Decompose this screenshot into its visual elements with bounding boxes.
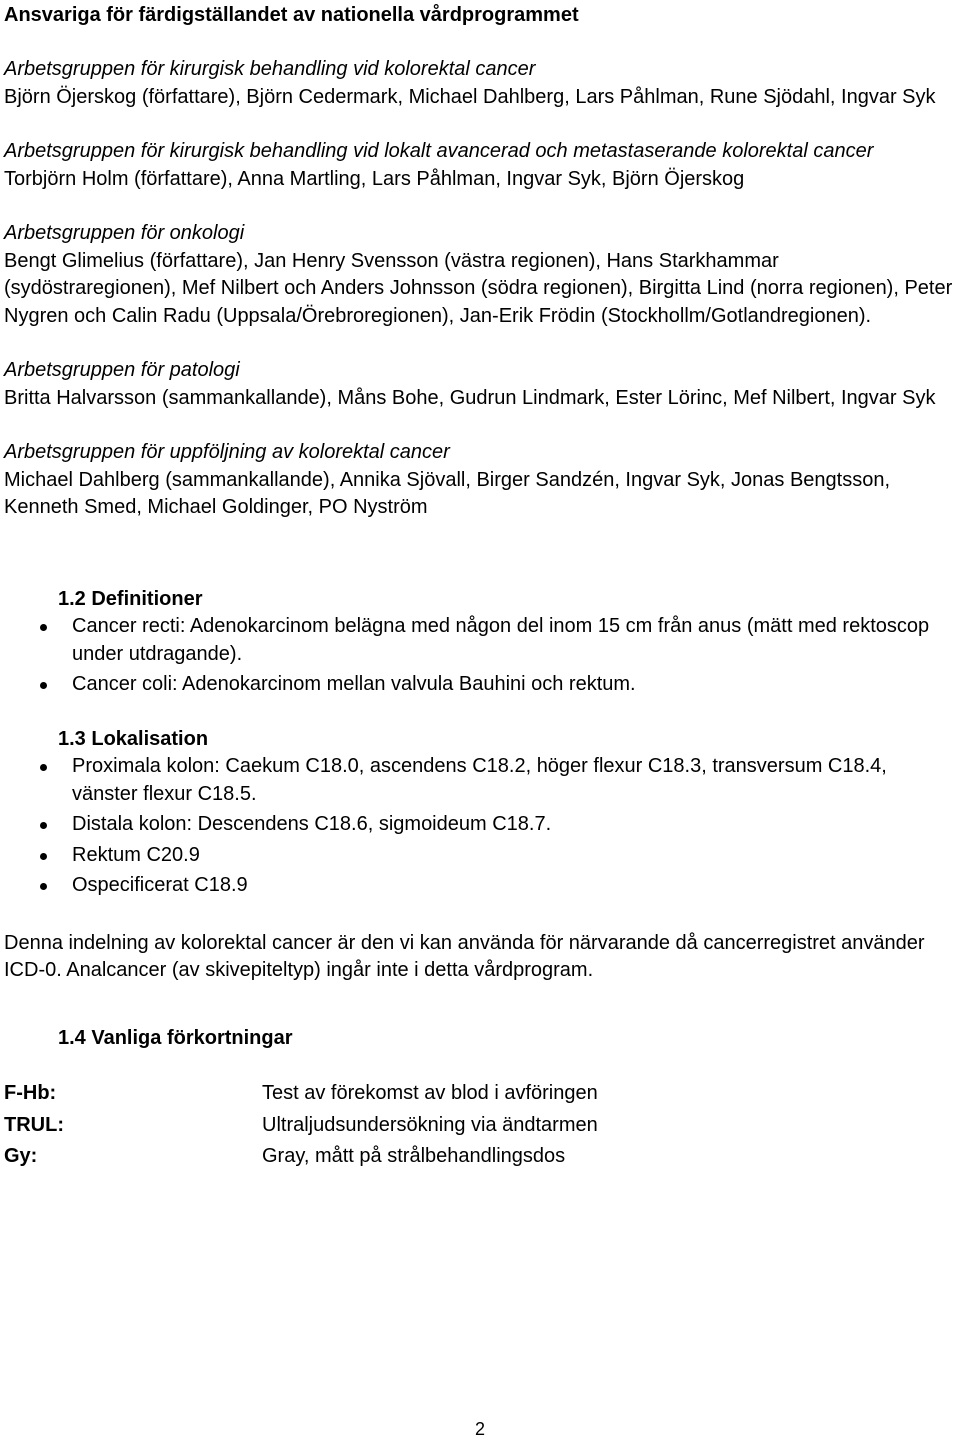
abbreviation-definition: Gray, mått på strålbehandlingsdos <box>262 1145 566 1167</box>
workgroup-members: Bengt Glimelius (författare), Jan Henry Svensson (västra regionen), Hans Starkhammar (sydöstraregionen), Mef Nilbert och Anders Johnsson (södra regionen), Birgitta Lind (norra regionen), Peter Nygren och Calin Radu (Uppsala/Örebroregionen), Jan-Erik Frödin (Stockhollm/Gotlandregionen). <box>4 249 953 327</box>
bullet-icon <box>40 822 47 829</box>
workgroup-members: Britta Halvarsson (sammankallande), Måns Bohe, Gudrun Lindmark, Ester Lörinc, Mef Nilbert, Ingvar Syk <box>4 386 936 409</box>
abbreviation-definition: Ultraljudsundersökning via ändtarmen <box>262 1113 598 1136</box>
abbreviation-term: Gy: <box>4 1145 38 1167</box>
page-number: 2 <box>474 1419 485 1439</box>
workgroup-members: Michael Dahlberg (sammankallande), Annika Sjövall, Birger Sandzén, Ingvar Syk, Jonas Bengtsson, Kenneth Smed, Michael Goldinger, PO Nyström <box>4 468 891 518</box>
abbreviation-definition: Test av förekomst av blod i avföringen <box>262 1082 598 1104</box>
workgroup-heading: Arbetsgruppen för onkologi <box>4 222 245 244</box>
list-item <box>4 842 956 870</box>
section-heading-abbreviations: 1.4 Vanliga förkortningar <box>58 1026 293 1049</box>
bullet-icon <box>40 624 47 631</box>
bullet-icon <box>40 682 47 689</box>
workgroup-pathology <box>4 357 956 412</box>
abbreviation-term: TRUL: <box>4 1113 64 1136</box>
list-item <box>4 613 956 668</box>
section-heading-localisation: 1.3 Lokalisation <box>58 727 209 750</box>
workgroup-heading: Arbetsgruppen för kirurgisk behandling vid lokalt avancerad och metastaserande kolorektal cancer <box>4 140 874 162</box>
list-item-text: Cancer recti: Adenokarcinom belägna med någon del inom 15 cm från anus (mätt med rektoscop under utdragande). <box>72 615 930 665</box>
table-row <box>4 1143 598 1175</box>
document-page <box>4 0 956 1175</box>
workgroup-surgery <box>4 56 956 111</box>
workgroup-heading: Arbetsgruppen för kirurgisk behandling vid kolorektal cancer <box>4 58 536 80</box>
page-title: Ansvariga för färdigställandet av nationella vårdprogrammet <box>4 4 579 26</box>
list-item-text: Ospecificerat C18.9 <box>72 874 248 896</box>
list-item-text: Proximala kolon: Caekum C18.0, ascendens C18.2, höger flexur C18.3, transversum C18.4, vänster flexur C18.5. <box>72 755 887 805</box>
bullet-icon <box>40 853 47 860</box>
workgroup-members: Torbjörn Holm (författare), Anna Martling, Lars Påhlman, Ingvar Syk, Björn Öjerskog <box>4 167 745 190</box>
workgroup-members: Björn Öjerskog (författare), Björn Cedermark, Michael Dahlberg, Lars Påhlman, Rune Sjödahl, Ingvar Syk <box>4 85 936 108</box>
bullet-icon <box>40 883 47 890</box>
list-item <box>4 811 956 839</box>
workgroup-followup <box>4 439 956 522</box>
list-item <box>4 872 956 900</box>
list-item <box>4 753 956 808</box>
list-item-text: Rektum C20.9 <box>72 843 200 866</box>
table-row <box>4 1080 598 1112</box>
abbreviations-table <box>4 1080 598 1175</box>
table-row <box>4 1112 598 1144</box>
list-item-text: Distala kolon: Descendens C18.6, sigmoideum C18.7. <box>72 813 552 835</box>
localisation-note: Denna indelning av kolorektal cancer är den vi kan använda för närvarande då cancerregistret använder ICD-0. Analcancer (av skivepiteltyp) ingår inte i detta vårdprogram. <box>4 931 925 981</box>
workgroup-heading: Arbetsgruppen för patologi <box>4 359 240 381</box>
list-item-text: Cancer coli: Adenokarcinom mellan valvula Bauhini och rektum. <box>72 673 636 695</box>
abbreviation-term: F-Hb: <box>4 1082 57 1104</box>
section-heading-definitions: 1.2 Definitioner <box>58 587 203 610</box>
definitions-list <box>4 613 956 699</box>
workgroup-oncology <box>4 220 956 330</box>
localisation-list <box>4 753 956 900</box>
list-item <box>4 671 956 699</box>
bullet-icon <box>40 764 47 771</box>
workgroup-advanced-surgery <box>4 138 956 193</box>
workgroup-heading: Arbetsgruppen för uppföljning av kolorektal cancer <box>4 441 450 463</box>
